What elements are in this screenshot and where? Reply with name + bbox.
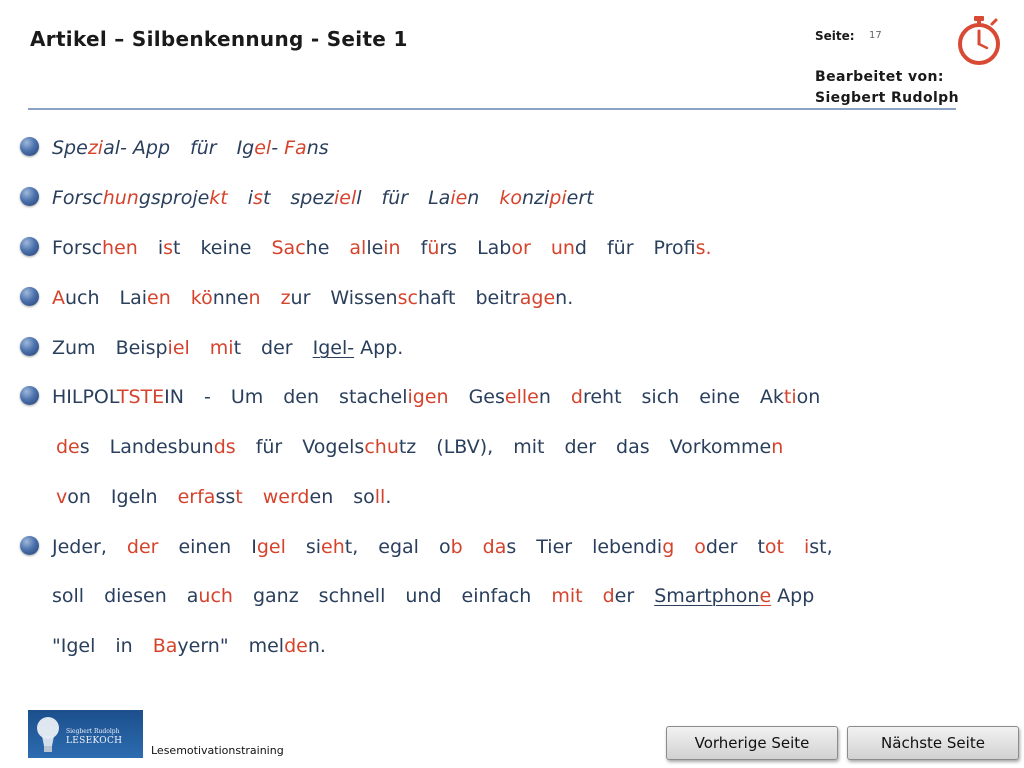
syllable: für — [606, 237, 634, 259]
syllable: n — [248, 287, 261, 309]
syllable: so — [353, 486, 375, 508]
syllable: reht — [582, 386, 622, 408]
syllable: La — [428, 187, 451, 209]
syllable: t — [262, 187, 271, 209]
word — [52, 187, 228, 209]
syllable: schnell — [318, 585, 386, 607]
text-line — [52, 532, 853, 562]
word — [551, 585, 582, 607]
syllable[interactable]: Smartphon — [654, 585, 760, 607]
syllable: Lab — [477, 237, 512, 259]
syllable: v — [56, 486, 68, 508]
syllable: n. — [307, 635, 326, 657]
syllable: soll — [52, 585, 85, 607]
word — [204, 386, 211, 408]
syllable: de — [284, 635, 308, 657]
syllable: Um — [230, 386, 264, 408]
word — [52, 337, 96, 359]
word — [52, 237, 138, 259]
syllable: der — [705, 536, 738, 558]
syllable: der — [564, 436, 597, 458]
syllable: erfa — [177, 486, 216, 508]
syllable: Ak — [759, 386, 784, 408]
syllable: age — [519, 287, 556, 309]
syllable: Vorkomme — [669, 436, 772, 458]
syllable: i — [247, 187, 254, 209]
word — [187, 585, 233, 607]
syllable: Tier — [536, 536, 573, 558]
word — [499, 187, 593, 209]
word — [353, 486, 391, 508]
syllable: n — [538, 386, 551, 408]
syllable: un — [550, 237, 575, 259]
word — [513, 436, 544, 458]
syllable: f — [420, 237, 428, 259]
syllable: nzi — [521, 187, 550, 209]
syllable: ur — [290, 287, 311, 309]
syllable: s — [253, 187, 263, 209]
syllable: en — [309, 486, 334, 508]
syllable: keine — [200, 237, 252, 259]
word — [330, 287, 455, 309]
syllable: he — [305, 237, 330, 259]
word — [439, 536, 463, 558]
syllable: spez — [290, 187, 335, 209]
word — [261, 337, 293, 359]
word — [104, 585, 167, 607]
word — [313, 337, 404, 359]
bullet-icon — [20, 337, 39, 356]
syllable: ss — [215, 486, 236, 508]
syllable: mi — [209, 337, 234, 359]
word — [281, 287, 311, 309]
word — [339, 386, 449, 408]
text-line — [56, 432, 803, 462]
logo-brand: LESEKOCH — [66, 736, 123, 746]
text-line — [52, 183, 614, 213]
word — [483, 536, 517, 558]
syllable: s — [506, 536, 517, 558]
syllable: pi — [549, 187, 567, 209]
word — [428, 187, 479, 209]
word — [178, 536, 231, 558]
text-line — [52, 333, 423, 363]
syllable: s — [163, 237, 174, 259]
bullet-icon — [20, 287, 39, 306]
syllable: d — [602, 585, 615, 607]
word — [319, 585, 386, 607]
word — [191, 287, 261, 309]
syllable: TSTE — [116, 386, 165, 408]
syllable: der — [126, 536, 159, 558]
syllable: Ges — [468, 386, 505, 408]
page-number: 17 — [869, 30, 882, 41]
syllable: d — [574, 237, 587, 259]
syllable: z — [280, 287, 291, 309]
syllable: Spe — [52, 137, 88, 159]
syllable: b — [450, 536, 463, 558]
syllable: gsproje — [138, 187, 210, 209]
word — [290, 187, 361, 209]
syllable: chu — [364, 436, 399, 458]
syllable: HILPOL — [52, 386, 117, 408]
syllable: IN — [164, 386, 184, 408]
syllable: "Igel — [52, 635, 96, 657]
syllable: yern" — [177, 635, 229, 657]
syllable: da — [482, 536, 507, 558]
word — [378, 536, 419, 558]
syllable: hen — [102, 237, 138, 259]
editor-info — [815, 67, 959, 109]
syllable: ie — [450, 187, 468, 209]
word — [111, 486, 158, 508]
syllable: Lai — [119, 287, 148, 309]
word — [116, 337, 190, 359]
syllable: für — [190, 137, 217, 159]
syllable: mel — [248, 635, 285, 657]
word — [607, 237, 634, 259]
word — [110, 436, 236, 458]
text-line — [52, 133, 349, 163]
syllable: igen — [407, 386, 449, 408]
word — [52, 536, 107, 558]
syllable[interactable]: Igel- — [312, 337, 355, 359]
word — [52, 585, 84, 607]
word — [804, 536, 833, 558]
syllable: uch — [65, 287, 100, 309]
syllable: nne — [212, 287, 249, 309]
syllable: de — [56, 436, 80, 458]
footer-label: Lesemotivationstraining — [151, 744, 284, 757]
syllable: eine — [699, 386, 740, 408]
word — [302, 436, 416, 458]
word — [551, 237, 587, 259]
word — [436, 436, 493, 458]
syllable: rs — [439, 237, 458, 259]
syllable: ert — [566, 187, 594, 209]
syllable: t, — [344, 536, 359, 558]
text-line — [52, 631, 346, 661]
syllable: tz — [398, 436, 417, 458]
syllable[interactable]: e — [759, 585, 772, 607]
word — [536, 536, 572, 558]
syllable: or — [511, 237, 531, 259]
syllable: t — [233, 337, 242, 359]
text-line — [52, 382, 840, 412]
word — [654, 585, 814, 607]
word — [670, 436, 784, 458]
text-line — [52, 233, 732, 263]
stopwatch-icon[interactable] — [955, 14, 1003, 66]
editor-label: Bearbeitet von: — [815, 69, 944, 85]
bullet-icon — [20, 386, 39, 405]
word — [306, 536, 358, 558]
syllable: al- App — [103, 137, 171, 159]
word — [200, 237, 251, 259]
syllable: mit — [551, 585, 583, 607]
word — [603, 585, 635, 607]
syllable: iel — [334, 187, 357, 209]
word — [283, 386, 319, 408]
syllable: d — [570, 386, 583, 408]
word — [477, 237, 531, 259]
syllable: l — [356, 187, 362, 209]
word — [462, 585, 532, 607]
syllable: g — [662, 536, 675, 558]
syllable: on — [67, 486, 91, 508]
syllable: on — [796, 386, 821, 408]
syllable: ns — [306, 137, 329, 159]
word — [248, 187, 271, 209]
syllable: (LBV), — [436, 436, 494, 458]
syllable: hun — [102, 187, 139, 209]
word — [251, 536, 286, 558]
syllable: i — [157, 237, 164, 259]
syllable: I — [251, 536, 257, 558]
syllable: - — [203, 386, 211, 408]
syllable: diesen — [104, 585, 167, 607]
word — [249, 635, 326, 657]
word — [405, 585, 441, 607]
next-page-button[interactable]: Nächste Seite — [847, 726, 1019, 760]
word — [694, 536, 737, 558]
syllable: - — [271, 137, 285, 159]
syllable: el — [254, 137, 272, 159]
syllable: elle — [504, 386, 539, 408]
syllable: i — [803, 536, 810, 558]
syllable: Landesbun — [109, 436, 214, 458]
page-label: Seite: — [815, 29, 855, 43]
syllable: er — [614, 585, 635, 607]
syllable: ti — [783, 386, 797, 408]
syllable: Ig — [236, 137, 255, 159]
syllable: gel — [256, 536, 286, 558]
word — [52, 287, 100, 309]
word — [475, 287, 573, 309]
page-title: Artikel – Silbenkennung - Seite 1 — [30, 27, 408, 51]
syllable: . — [397, 337, 404, 359]
word — [382, 187, 409, 209]
word — [256, 436, 283, 458]
syllable: kt — [209, 187, 228, 209]
previous-page-button[interactable]: Vorherige Seite — [666, 726, 838, 760]
word — [272, 237, 330, 259]
word — [153, 635, 229, 657]
syllable: eh — [321, 536, 345, 558]
syllable: ko — [499, 187, 522, 209]
syllable: der — [261, 337, 293, 359]
word — [231, 386, 263, 408]
syllable: das — [616, 436, 650, 458]
word — [56, 436, 90, 458]
syllable: en — [147, 287, 171, 309]
syllable: a — [186, 585, 199, 607]
syllable: Vogels — [302, 436, 365, 458]
syllable: n. — [555, 287, 574, 309]
syllable: Igeln — [110, 486, 158, 508]
lightbulb-icon — [31, 714, 65, 756]
word — [120, 287, 171, 309]
syllable: Beisp — [115, 337, 168, 359]
syllable: sich — [641, 386, 680, 408]
syllable: haft — [417, 287, 456, 309]
word — [757, 536, 784, 558]
syllable: Fa — [284, 137, 307, 159]
word — [263, 486, 334, 508]
word — [210, 337, 241, 359]
syllable: in — [115, 635, 133, 657]
syllable: in — [383, 237, 401, 259]
syllable: si — [305, 536, 322, 558]
word — [127, 536, 159, 558]
word — [699, 386, 740, 408]
syllable: al — [349, 237, 367, 259]
syllable: werd — [262, 486, 310, 508]
editor-name: Siegbert Rudolph — [815, 90, 959, 106]
syllable: ot — [764, 536, 784, 558]
syllable: A — [52, 287, 65, 309]
word — [115, 635, 132, 657]
syllable: Forsc — [52, 237, 103, 259]
syllable: n — [771, 436, 784, 458]
syllable: o — [694, 536, 706, 558]
word — [52, 137, 170, 159]
word — [654, 237, 712, 259]
syllable: Jeder, — [52, 536, 107, 558]
word — [178, 486, 243, 508]
syllable: Ba — [152, 635, 178, 657]
word — [571, 386, 622, 408]
syllable: ganz — [252, 585, 299, 607]
syllable: den — [283, 386, 320, 408]
syllable: iel — [167, 337, 190, 359]
syllable: s. — [695, 237, 712, 259]
syllable: einen — [178, 536, 232, 558]
text-line — [52, 581, 834, 611]
bullet-icon — [20, 187, 39, 206]
syllable: s — [79, 436, 90, 458]
lesekoch-logo — [28, 710, 143, 758]
word — [616, 436, 650, 458]
syllable: und — [405, 585, 442, 607]
text-line — [52, 283, 593, 313]
syllable: sc — [397, 287, 418, 309]
syllable: ll — [374, 486, 386, 508]
word — [190, 137, 217, 159]
word — [421, 237, 457, 259]
syllable: kö — [190, 287, 213, 309]
bullet-icon — [20, 237, 39, 256]
syllable: uch — [198, 585, 233, 607]
syllable: Zum — [52, 337, 96, 359]
syllable: st, — [809, 536, 833, 558]
bullet-icon — [20, 536, 39, 555]
word — [564, 436, 596, 458]
word — [253, 585, 299, 607]
syllable: o — [438, 536, 451, 558]
word — [592, 536, 674, 558]
syllable: Profi — [653, 237, 696, 259]
word — [760, 386, 820, 408]
syllable: t — [173, 237, 181, 259]
syllable: Sac — [271, 237, 306, 259]
syllable: t — [235, 486, 243, 508]
syllable: ü — [427, 237, 440, 259]
bullet-icon — [20, 137, 39, 156]
syllable: lebendi — [592, 536, 663, 558]
word — [158, 237, 181, 259]
word — [52, 386, 184, 408]
syllable: n — [467, 187, 480, 209]
syllable: ds — [213, 436, 236, 458]
syllable: beitr — [475, 287, 520, 309]
syllable: App — [354, 337, 398, 359]
logo-name: Siegbert Rudolph — [66, 728, 120, 735]
header-divider — [28, 108, 956, 110]
syllable: für — [381, 187, 409, 209]
word — [56, 486, 91, 508]
syllable: einfach — [461, 585, 532, 607]
word — [349, 237, 400, 259]
syllable: stachel — [339, 386, 408, 408]
text-line — [56, 482, 411, 512]
word — [469, 386, 551, 408]
syllable: zi — [87, 137, 104, 159]
syllable: App — [771, 585, 815, 607]
word — [52, 635, 95, 657]
word — [237, 137, 329, 159]
syllable: . — [385, 486, 392, 508]
syllable: egal — [378, 536, 419, 558]
syllable: mit — [513, 436, 545, 458]
syllable: Wissen — [330, 287, 398, 309]
syllable: le — [366, 237, 384, 259]
syllable: Forsc — [52, 187, 103, 209]
syllable: für — [255, 436, 283, 458]
syllable: t — [757, 536, 765, 558]
word — [642, 386, 680, 408]
